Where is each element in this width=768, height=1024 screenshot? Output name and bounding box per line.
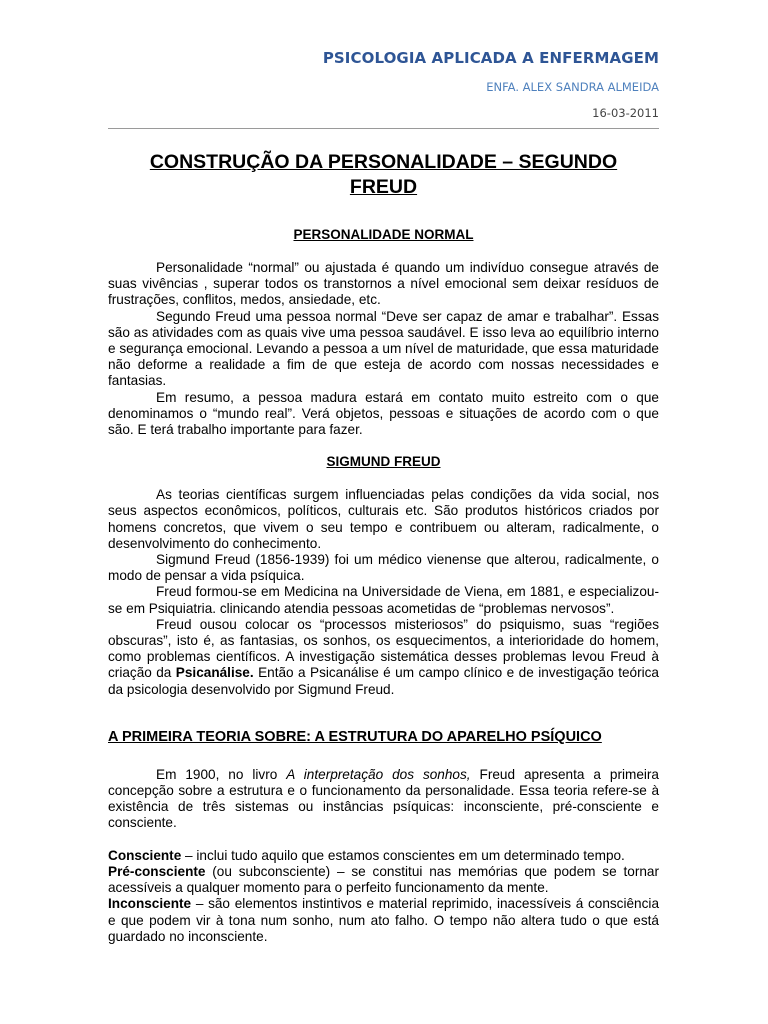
definition-consciente: [108, 848, 659, 864]
definition-text: – são elementos instintivos e material reprimido, inacessíveis á consciência e que podem vir à tona num sonho, num ato falho. O tempo não altera tudo o que está guardado no inconsciente.: [108, 896, 659, 944]
paragraph: As teorias científicas surgem influenciadas pelas condições da vida social, nos seus aspectos econômicos, políticos, culturais etc. São produtos históricos criados por homens concretos, que vivem o seu tempo e contribuem ou alteram, radicalmente, o desenvolvimento do conhecimento.: [108, 487, 659, 551]
psicanalise-term: Psicanálise.: [175, 665, 254, 681]
term-pre-consciente: Pré-consciente: [108, 863, 206, 879]
document-title: CONSTRUÇÃO DA PERSONALIDADE – SEGUNDO FREUD: [149, 151, 618, 198]
date-header: 16-03-2011: [592, 106, 659, 120]
header-divider: [108, 128, 659, 129]
paragraph: Segundo Freud uma pessoa normal “Deve ser capaz de amar e trabalhar”. Essas são as atividades com as quais vive uma pessoa saudável. E isso leva ao equilíbrio interno e segurança emocional. Levando a pessoa a um nível de maturidade, que essa maturidade não deforme a realidade a fim de que esteja de acordo com nossas necessidades e fantasias.: [108, 308, 659, 389]
section-heading-aparelho-psiquico: A PRIMEIRA TEORIA SOBRE: A ESTRUTURA DO APARELHO PSÍQUICO: [108, 728, 602, 745]
paragraph: Freud formou-se em Medicina na Universidade de Viena, em 1881, e especializou-se em Psiquiatria. clinicando atendia pessoas acometidas de “problemas nervosos”.: [108, 584, 659, 616]
term-consciente: Consciente: [108, 847, 182, 863]
paragraph-text: Então a Psicanálise é um campo clínico e de investigação teórica da psicologia desenvolvido por Sigmund Freud.: [108, 665, 659, 697]
section-heading-personalidade-normal: PERSONALIDADE NORMAL: [293, 227, 474, 242]
definition-text: (ou subconsciente) – se constitui nas memórias que podem se tornar acessíveis a qualquer momento para o perfeito funcionamento da mente.: [108, 863, 659, 896]
paragraph-text: Freud ousou colocar os “processos misteriosos” do psiquismo, suas “regiões obscuras”, isto é, as fantasias, os sonhos, os esquecimentos, a interioridade do homem, como problemas científicos. A investigação sistemática desses problemas levou Freud à criação da: [108, 616, 659, 681]
paragraph: Em resumo, a pessoa madura estará em contato muito estreito com o que denominamos o “mundo real”. Verá objetos, pessoas e situações de acordo com o que são. E terá trabalho importante para fazer.: [108, 389, 659, 438]
paragraph: Personalidade “normal” ou ajustada é quando um indivíduo consegue através de suas vivências , superar todos os transtornos a nível emocional sem deixar resíduos de frustrações, conflitos, medos, ansiedade, etc.: [108, 260, 659, 308]
paragraph-text: Freud apresenta a primeira concepção sobre a estrutura e o funcionamento da personalidade. Essa teoria refere-se à existência de três sistemas ou instâncias psíquicas: inconsciente, pré-consciente e consciente.: [108, 766, 659, 831]
paragraph: Sigmund Freud (1856-1939) foi um médico vienense que alterou, radicalmente, o modo de pensar a vida psíquica.: [108, 552, 659, 584]
author-header: ENFA. ALEX SANDRA ALMEIDA: [486, 80, 659, 94]
definition-inconsciente: [108, 896, 659, 945]
paragraph-text: Em 1900, no livro: [156, 766, 287, 782]
paragraph: [108, 617, 659, 698]
course-header: PSICOLOGIA APLICADA A ENFERMAGEM: [322, 49, 659, 67]
section-heading-sigmund-freud: SIGMUND FREUD: [326, 454, 441, 470]
definition-text: – inclui tudo aquilo que estamos conscientes em um determinado tempo.: [181, 847, 625, 863]
term-inconsciente: Inconsciente: [108, 896, 192, 912]
document-body: [108, 150, 659, 945]
definition-pre-consciente: [108, 864, 659, 896]
paragraph: [108, 767, 659, 832]
book-title: A interpretação dos sonhos,: [286, 766, 471, 782]
